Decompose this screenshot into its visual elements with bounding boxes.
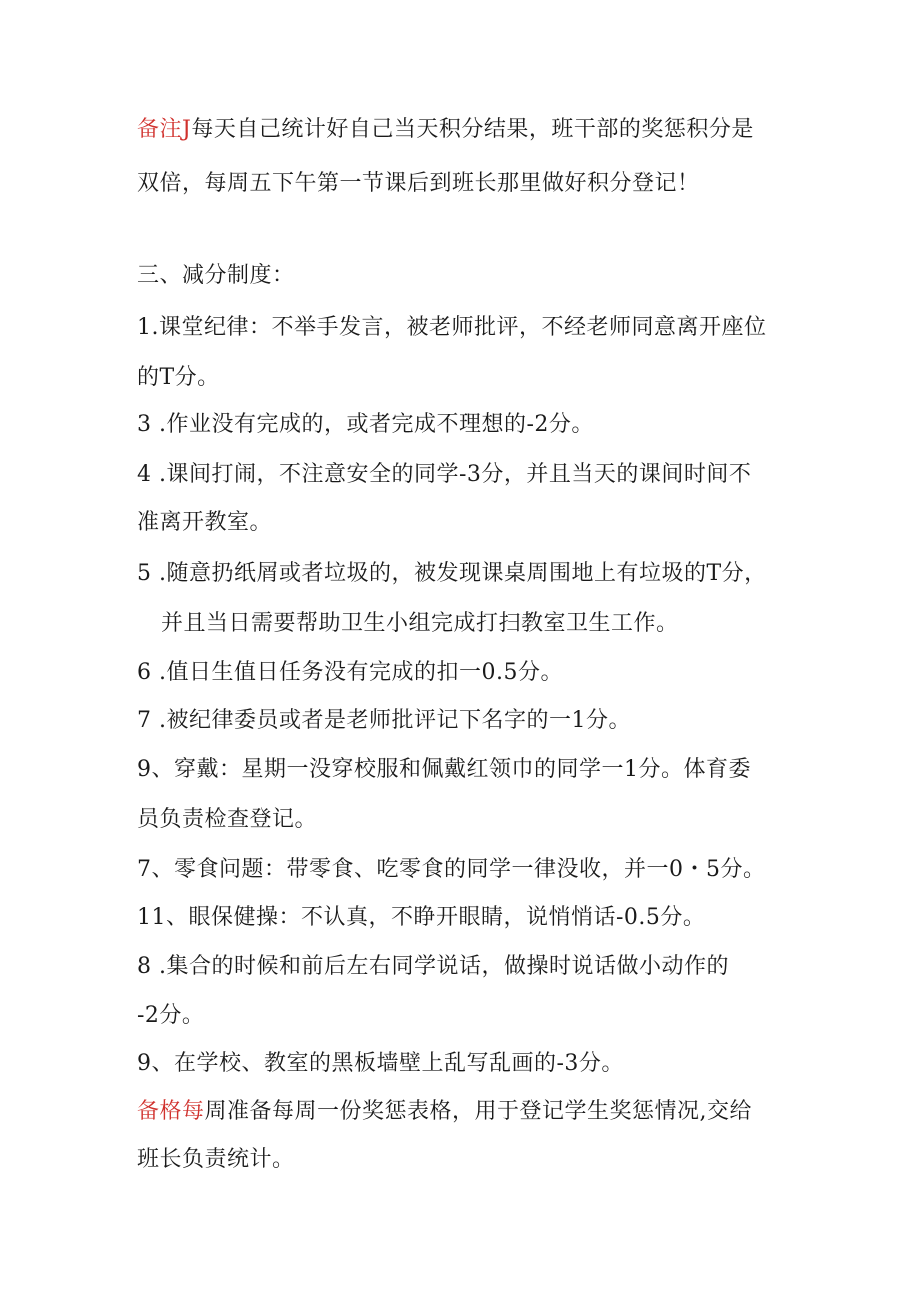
note-line-1	[137, 116, 754, 144]
list-item-line: 9、穿戴：星期一没穿校服和佩戴红领巾的同学一1分。体育委	[137, 757, 751, 782]
list-item-line: 9、在学校、教室的黑板墙壁上乱写乱画的-3分。	[137, 1051, 624, 1076]
footer-line-2: 班长负责统计。	[137, 1147, 295, 1172]
section-title: 三、减分制度：	[137, 263, 295, 288]
list-item-line: 6 .值日生值日任务没有完成的扣一0.5分。	[137, 660, 563, 685]
list-item-line: 7、零食问题：带零食、吃零食的同学一律没收，并一0・5分。	[137, 857, 766, 882]
note-mark: J	[182, 117, 192, 142]
list-item-line: 5 .随意扔纸屑或者垃圾的，被发现课桌周围地上有垃圾的T分，	[137, 561, 767, 586]
list-item-line: 并且当日需要帮助卫生小组完成打扫教室卫生工作。	[161, 611, 679, 636]
footer-text-1: 周准备每周一份奖惩表格，用于登记学生奖惩情况,交给	[204, 1099, 753, 1124]
list-item-line: 4 .课间打闹，不注意安全的同学-3分，并且当天的课间时间不	[137, 462, 752, 487]
footer-line-1	[137, 1098, 752, 1126]
list-item-line: 准离开教室。	[137, 510, 273, 535]
list-item-line: 11、眼保健操：不认真，不睁开眼睛，说悄悄话-0.5分。	[137, 905, 706, 930]
note-label: 备注	[137, 117, 183, 142]
list-item-line: 1.课堂纪律：不举手发言，被老师批评，不经老师同意离开座位	[137, 315, 767, 340]
list-item-line: 员负责检查登记。	[137, 807, 318, 832]
list-item-line: 3 .作业没有完成的，或者完成不理想的-2分。	[137, 412, 594, 437]
note-text-1: 每天自己统计好自己当天积分结果，班干部的奖惩积分是	[191, 117, 754, 142]
list-item-line: 7 .被纪律委员或者是老师批评记下名字的一1分。	[137, 708, 631, 733]
note-line-2: 双倍，每周五下午第一节课后到班长那里做好积分登记！	[137, 171, 700, 196]
list-item-line: -2分。	[137, 1003, 205, 1028]
list-item-line: 的T分。	[137, 365, 220, 390]
footer-label: 备格每	[137, 1099, 205, 1124]
list-item-line: 8 .集合的时候和前后左右同学说话，做操时说话做小动作的	[137, 954, 729, 979]
